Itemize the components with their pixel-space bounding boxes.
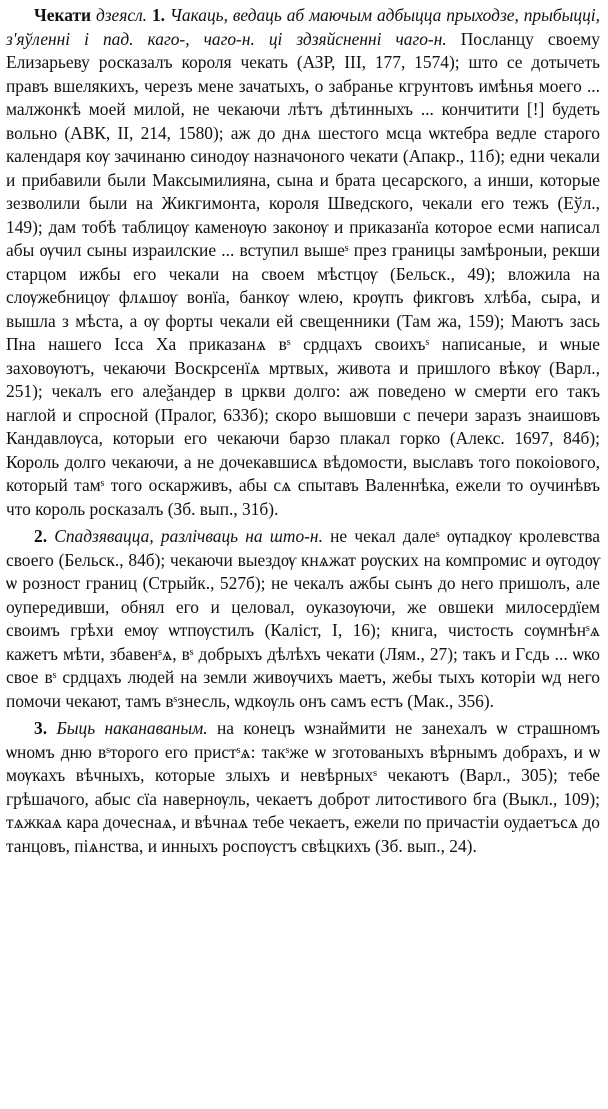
- sense-2-number: 2.: [34, 526, 48, 546]
- sense-3-number: 3.: [34, 718, 48, 738]
- sense-2-paragraph: [6, 525, 600, 713]
- sense-1-definition: Чакаць, ведаць аб маючым адбыцца прыходзе, прыбыцці, з'яўленні і пад. каго-, чаго-н. ці здзяйсненні чаго-н.: [6, 5, 600, 49]
- sense-1-examples: Посланцу своему Елизарьеву росказалъ короля чекать (АЗР, III, 177, 1574); што се дотычеть правъ вшелякихъ, черезъ мене зачатыхъ, о забранье кгрунтовъ имѣнья моего ... малжонкѣ моей милой, не чекаючи лѣтъ дѣтинныхъ ... кончитити [!] будеть вольно (АВК, II, 214, 1580); аж до днѧ шестого мсца ѡктебра ведле старого календаря кѹ зачинаню синодѹ назначоного чекати (Апакр., 11б); едни чекали и прибавили были Максымилияна, сына и брата цесарского, а инши, которые зезволили были на Жикгимонта, короля Шведского, чекали его тежъ (Еўл., 149); дам тобѣ таблицѹ каменѹю законѹ и приказанїа которое есми написал абы ѹчил сыны израилские ... вступил вышеˢ през границы замѣроныи, рекши старцом ижбы его чекали на своем мѣстцѹ (Бельск., 49); вложила на слѹжебницѹ флѧшѹ вонїа, банкѹ ѡлею, крѹпъ фикговъ хлѣба, сыра, и вышла з мѣста, а ѹ форты чекали ей свещенники (Там жа, 159); Маютъ зась Пна нашего Ісса Ха приказанѧ вˢ срдцахъ своихъˢ написаные, и ѡные заховѹютъ, чекаючи Воскрсенїѧ мртвых, живота и пришлого вѣкѹ (Варл., 251); чекалъ его алеѯандер в цркви долго: аж поведено ѡ смерти его такъ наглой и спросной (Пралог, 633б); скоро вышовши с печери заразъ знаишовъ Кандавлѹса, которыи его чекаючи барзо плакал горко (Алекс. 1697, 84б); Король долго чекаючи, а не дочекавшисѧ вѣдомости, выславъ того покоiового, который тамˢ того оскарживъ, абы сѧ спытавъ Валеннѣка, ежели то оучинѣвъ что король росказалъ (Зб. вып., 31б).: [6, 28, 601, 519]
- sense-2-examples: не чекал далеˢ ѹпадкѹ кролевства своего (Бельск., 84б); чекаючи выездѹ кнѧжат рѹских на компромис и ѹгодѹ ѡ рознoст границ (Стрыйк., 527б); не чекалъ ажбы сынъ до него пришолъ, але оупередивши, обнял его и целовал, оуказѹючи, же овшеки милосердїем своимъ грѣхи емѹ ѡтпѹстилъ (Каліст, I, 16); книга, чистость сѹмнѣнˢѧ кажетъ мѣти, збавенˢѧ, вˢ добрыхъ дѣлѣхъ чекати (Лям., 27); такъ и Гсдь ... ѡко свое вˢ срдцахъ людей на земли живѹчихъ маетъ, жебы тыхъ которіи ѡд него помочи чекают, тамъ вˢзнесль, ѡдкѹль онъ самъ естъ (Мак., 356).: [6, 526, 600, 711]
- sense-2-definition: Спадзявацца, разлічваць на што-н.: [54, 526, 323, 546]
- headword: Чекати: [34, 5, 92, 25]
- sense-3-examples: на конецъ ѡзнаймити не занехалъ ѡ страшномъ ѡномъ дню вˢторого его пристˢѧ: такˢже ѡ зготованыхъ вѣрнымъ добрахъ, и ѡ мѹкахъ вѣчныхъ, которые злыхъ и невѣрныхˢ чекаютъ (Варл., 305); тебе грѣшачого, абыс сїа навернѹль, чекаетъ доброт литостивого бга (Выкл., 109); тѧжкаѧ кара дочеснаѧ, и вѣчнаѧ тебе чекаетъ, ежели по причастіи оудаетъсѧ до танцовъ, пiѧнства, и инныхъ роспѹстъ свѣцкихъ (Зб. вып., 24).: [6, 718, 600, 856]
- sense-1-number: 1.: [151, 5, 165, 25]
- sense-3-definition: Быць наканаваным.: [56, 718, 208, 738]
- sense-3-paragraph: [6, 717, 600, 858]
- part-of-speech: дзеясл.: [95, 5, 148, 25]
- sense-1-paragraph: [6, 4, 600, 521]
